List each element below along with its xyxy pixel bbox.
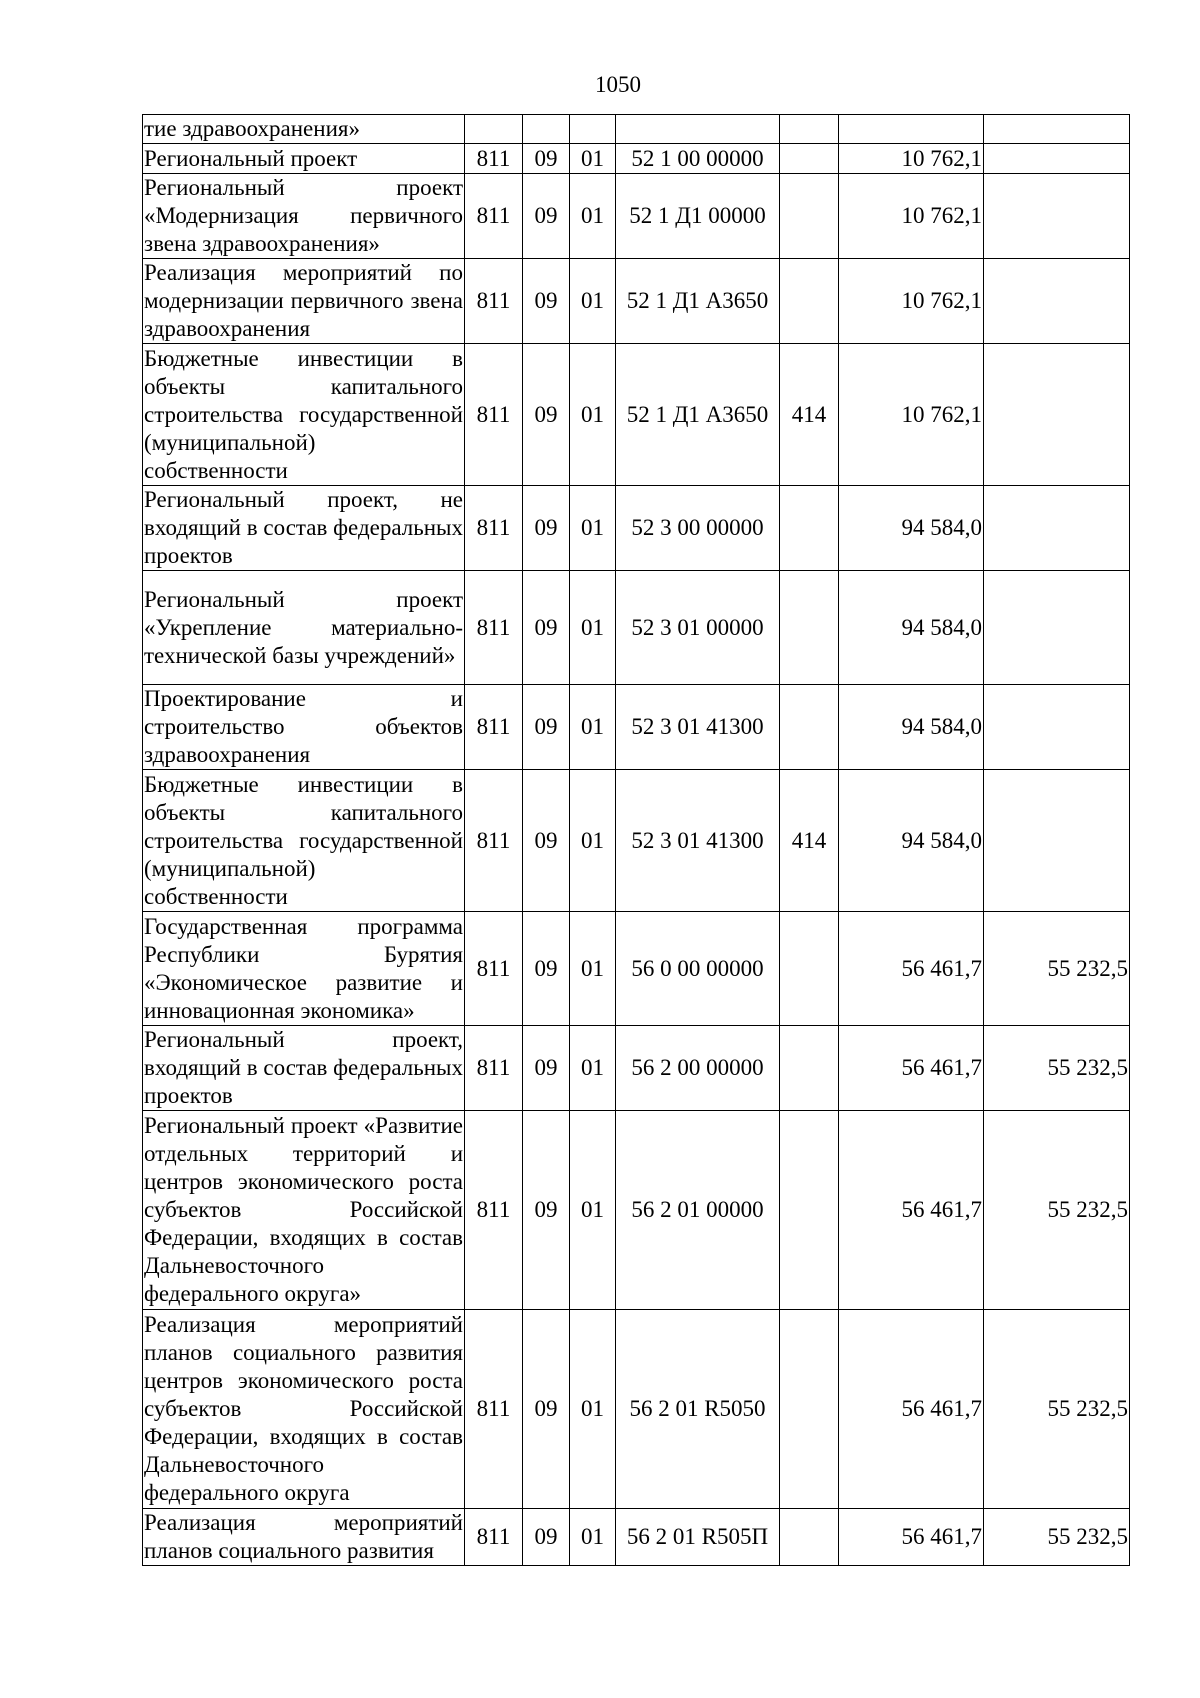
- section-code: 09: [523, 1310, 570, 1509]
- amount-1: 94 584,0: [839, 770, 984, 912]
- page-number: 1050: [595, 72, 641, 97]
- ministry-code: [465, 115, 523, 144]
- ministry-code: 811: [465, 912, 523, 1026]
- target-article-code: 56 2 01 R5050: [616, 1310, 780, 1509]
- subsection-code: 01: [570, 174, 616, 259]
- table-row: [143, 115, 1130, 144]
- target-article-code: 52 3 01 00000: [616, 571, 780, 685]
- amount-2: [984, 685, 1130, 770]
- expense-type-code: [780, 174, 839, 259]
- row-name: Государственная программа Республики Бурятия «Экономическое развитие и инновационная экономика»: [143, 912, 465, 1026]
- amount-1: 94 584,0: [839, 571, 984, 685]
- expense-type-code: [780, 571, 839, 685]
- subsection-code: 01: [570, 770, 616, 912]
- amount-1: 94 584,0: [839, 685, 984, 770]
- subsection-code: 01: [570, 912, 616, 1026]
- row-name: Бюджетные инвестиции в объекты капитального строительства государственной (муниципальной) собственности: [143, 770, 465, 912]
- row-name: Проектирование и строительство объектов здравоохранения: [143, 685, 465, 770]
- row-name: Реализация мероприятий по модернизации первичного звена здравоохранения: [143, 259, 465, 344]
- expense-type-code: [780, 1111, 839, 1310]
- amount-2: 55 232,5: [984, 1026, 1130, 1111]
- table-body: [143, 115, 1130, 1566]
- amount-1: 56 461,7: [839, 1111, 984, 1310]
- target-article-code: 52 3 00 00000: [616, 486, 780, 571]
- table-row: [143, 144, 1130, 174]
- row-name: Региональный проект: [143, 144, 465, 174]
- section-code: 09: [523, 144, 570, 174]
- target-article-code: 52 1 Д1 А3650: [616, 344, 780, 486]
- section-code: 09: [523, 1509, 570, 1566]
- target-article-code: 52 3 01 41300: [616, 770, 780, 912]
- subsection-code: [570, 115, 616, 144]
- amount-2: [984, 174, 1130, 259]
- subsection-code: 01: [570, 1026, 616, 1111]
- expense-type-code: [780, 115, 839, 144]
- row-name: Региональный проект, не входящий в состав федеральных проектов: [143, 486, 465, 571]
- amount-1: 10 762,1: [839, 174, 984, 259]
- expense-type-code: [780, 1026, 839, 1111]
- expense-type-code: [780, 486, 839, 571]
- expense-type-code: [780, 1310, 839, 1509]
- amount-1: 10 762,1: [839, 144, 984, 174]
- section-code: 09: [523, 912, 570, 1026]
- ministry-code: 811: [465, 1026, 523, 1111]
- subsection-code: 01: [570, 344, 616, 486]
- amount-2: [984, 259, 1130, 344]
- section-code: 09: [523, 1111, 570, 1310]
- budget-table: [142, 114, 1130, 1566]
- ministry-code: 811: [465, 1111, 523, 1310]
- subsection-code: 01: [570, 571, 616, 685]
- target-article-code: 56 0 00 00000: [616, 912, 780, 1026]
- amount-2: [984, 144, 1130, 174]
- table-row: [143, 1509, 1130, 1566]
- amount-1: 10 762,1: [839, 259, 984, 344]
- ministry-code: 811: [465, 174, 523, 259]
- amount-1: 56 461,7: [839, 1509, 984, 1566]
- amount-2: [984, 770, 1130, 912]
- target-article-code: 56 2 01 R505П: [616, 1509, 780, 1566]
- amount-2: 55 232,5: [984, 1310, 1130, 1509]
- subsection-code: 01: [570, 259, 616, 344]
- amount-2: [984, 571, 1130, 685]
- row-name: Региональный проект, входящий в состав федеральных проектов: [143, 1026, 465, 1111]
- subsection-code: 01: [570, 1111, 616, 1310]
- target-article-code: 56 2 01 00000: [616, 1111, 780, 1310]
- target-article-code: 52 1 Д1 А3650: [616, 259, 780, 344]
- table-row: [143, 174, 1130, 259]
- ministry-code: 811: [465, 486, 523, 571]
- amount-1: 10 762,1: [839, 344, 984, 486]
- row-name: тие здравоохранения»: [143, 115, 465, 144]
- section-code: [523, 115, 570, 144]
- expense-type-code: [780, 144, 839, 174]
- subsection-code: 01: [570, 144, 616, 174]
- target-article-code: 52 1 00 00000: [616, 144, 780, 174]
- amount-1: 56 461,7: [839, 1310, 984, 1509]
- section-code: 09: [523, 685, 570, 770]
- amount-2: 55 232,5: [984, 912, 1130, 1026]
- table-row: [143, 259, 1130, 344]
- ministry-code: 811: [465, 571, 523, 685]
- row-name: Реализация мероприятий планов социального развития: [143, 1509, 465, 1566]
- target-article-code: [616, 115, 780, 144]
- target-article-code: 56 2 00 00000: [616, 1026, 780, 1111]
- target-article-code: 52 3 01 41300: [616, 685, 780, 770]
- section-code: 09: [523, 1026, 570, 1111]
- subsection-code: 01: [570, 486, 616, 571]
- ministry-code: 811: [465, 259, 523, 344]
- amount-1: 56 461,7: [839, 1026, 984, 1111]
- subsection-code: 01: [570, 685, 616, 770]
- expense-type-code: [780, 1509, 839, 1566]
- ministry-code: 811: [465, 685, 523, 770]
- target-article-code: 52 1 Д1 00000: [616, 174, 780, 259]
- amount-2: 55 232,5: [984, 1111, 1130, 1310]
- row-name: Бюджетные инвестиции в объекты капитального строительства государственной (муниципальной) собственности: [143, 344, 465, 486]
- row-name: Региональный проект «Развитие отдельных территорий и центров экономического роста субъектов Российской Федерации, входящих в состав Дальневосточного федерального округа»: [143, 1111, 465, 1310]
- section-code: 09: [523, 174, 570, 259]
- section-code: 09: [523, 486, 570, 571]
- amount-1: [839, 115, 984, 144]
- table-row: [143, 685, 1130, 770]
- section-code: 09: [523, 344, 570, 486]
- table-row: [143, 486, 1130, 571]
- amount-1: 56 461,7: [839, 912, 984, 1026]
- expense-type-code: [780, 685, 839, 770]
- table-row: [143, 344, 1130, 486]
- row-name: Региональный проект «Модернизация первичного звена здравоохранения»: [143, 174, 465, 259]
- ministry-code: 811: [465, 344, 523, 486]
- expense-type-code: 414: [780, 770, 839, 912]
- row-name: Региональный проект «Укрепление материально-технической базы учреждений»: [143, 571, 465, 685]
- amount-2: [984, 115, 1130, 144]
- section-code: 09: [523, 259, 570, 344]
- ministry-code: 811: [465, 770, 523, 912]
- table-row: [143, 770, 1130, 912]
- section-code: 09: [523, 770, 570, 912]
- table-row: [143, 1026, 1130, 1111]
- ministry-code: 811: [465, 144, 523, 174]
- amount-2: [984, 486, 1130, 571]
- subsection-code: 01: [570, 1310, 616, 1509]
- amount-2: 55 232,5: [984, 1509, 1130, 1566]
- ministry-code: 811: [465, 1310, 523, 1509]
- amount-2: [984, 344, 1130, 486]
- expense-type-code: 414: [780, 344, 839, 486]
- row-name: Реализация мероприятий планов социального развития центров экономического роста субъектов Российской Федерации, входящих в состав Дальневосточного федерального округа: [143, 1310, 465, 1509]
- table-row: [143, 1310, 1130, 1509]
- table-row: [143, 1111, 1130, 1310]
- expense-type-code: [780, 912, 839, 1026]
- ministry-code: 811: [465, 1509, 523, 1566]
- subsection-code: 01: [570, 1509, 616, 1566]
- section-code: 09: [523, 571, 570, 685]
- table-row: [143, 571, 1130, 685]
- expense-type-code: [780, 259, 839, 344]
- table-row: [143, 912, 1130, 1026]
- amount-1: 94 584,0: [839, 486, 984, 571]
